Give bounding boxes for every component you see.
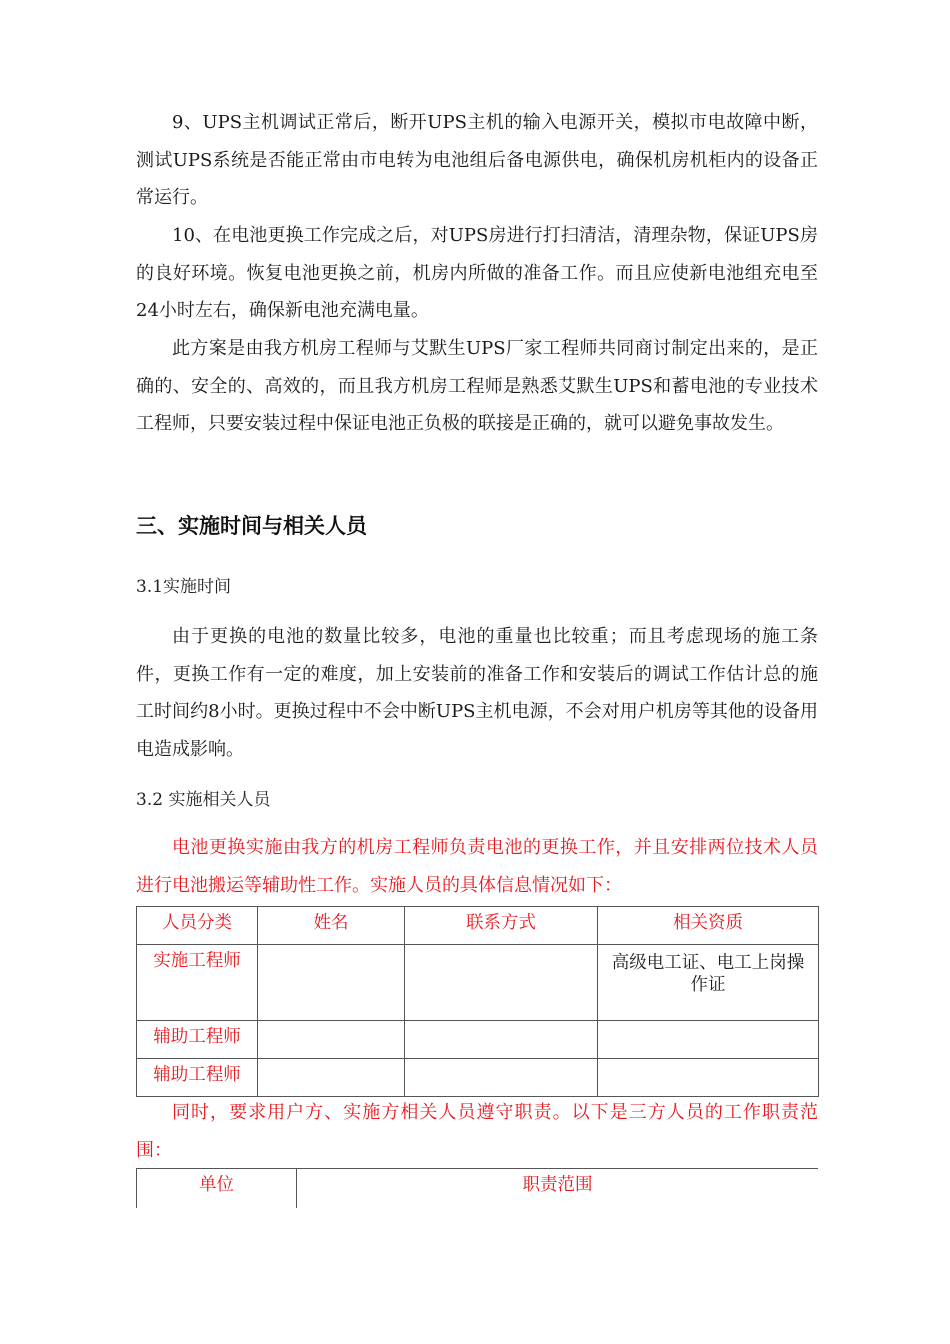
header-cell: 联系方式	[405, 907, 598, 945]
paragraph-duty-intro: 同时，要求用户方、实施方相关人员遵守职责。以下是三方人员的工作职责范围：	[136, 1102, 818, 1161]
header-cell: 职责范围	[297, 1169, 819, 1209]
header-cell: 人员分类	[137, 907, 258, 945]
table-row	[137, 1059, 819, 1097]
table-cell-role: 实施工程师	[137, 945, 258, 1021]
header-cell: 姓名	[258, 907, 405, 945]
table-cell-qualification	[598, 1059, 819, 1097]
duty-table-wrapper	[136, 1168, 818, 1208]
subsection-3-2-heading: 3.2 实施相关人员	[136, 790, 271, 810]
table-row	[137, 1021, 819, 1059]
paragraph-step-10: 10、在电池更换工作完成之后，对UPS房进行打扫清洁，清理杂物，保证UPS房的良好环境。恢复电池更换之前，机房内所做的准备工作。而且应使新电池组充电至24小时左右，确保新电池充满电量。	[136, 225, 818, 321]
table-cell-role: 辅助工程师	[137, 1059, 258, 1097]
duty-table	[136, 1168, 818, 1208]
paragraph-step-9: 9、UPS主机调试正常后，断开UPS主机的输入电源开关，模拟市电故障中断，测试UPS系统是否能正常由市电转为电池组后备电源供电，确保机房机柜内的设备正常运行。	[136, 112, 818, 208]
table-row	[137, 945, 819, 1021]
header-cell: 相关资质	[598, 907, 819, 945]
table-header-row	[137, 1169, 819, 1209]
staff-table	[136, 906, 819, 1097]
table-cell-qualification	[598, 1021, 819, 1059]
paragraph-plan-summary: 此方案是由我方机房工程师与艾默生UPS厂家工程师共同商讨制定出来的，是正确的、安全的、高效的，而且我方机房工程师是熟悉艾默生UPS和蓄电池的专业技术工程师，只要安装过程中保证电池正负极的联接是正确的，就可以避免事故发生。	[136, 338, 818, 434]
section-3-heading: 三、实施时间与相关人员	[136, 514, 367, 538]
table-cell-name	[258, 1021, 405, 1059]
paragraph-staff-intro: 电池更换实施由我方的机房工程师负责电池的更换工作，并且安排两位技术人员进行电池搬运等辅助性工作。实施人员的具体信息情况如下：	[136, 837, 818, 896]
table-cell-name	[258, 945, 405, 1021]
qualification-text: 高级电工证、电工上岗操作证	[611, 953, 805, 995]
paragraph-implementation-time: 由于更换的电池的数量比较多，电池的重量也比较重；而且考虑现场的施工条件，更换工作有一定的难度，加上安装前的准备工作和安装后的调试工作估计总的施工时间约8小时。更换过程中不会中断UPS主机电源，不会对用户机房等其他的设备用电造成影响。	[136, 626, 818, 760]
table-cell-contact	[405, 1059, 598, 1097]
table-cell-contact	[405, 945, 598, 1021]
table-cell-contact	[405, 1021, 598, 1059]
table-cell-role: 辅助工程师	[137, 1021, 258, 1059]
table-cell-name	[258, 1059, 405, 1097]
header-cell: 单位	[137, 1169, 297, 1209]
table-header-row	[137, 907, 819, 945]
subsection-3-1-heading: 3.1实施时间	[136, 577, 232, 597]
table-cell-qualification	[598, 945, 819, 1021]
